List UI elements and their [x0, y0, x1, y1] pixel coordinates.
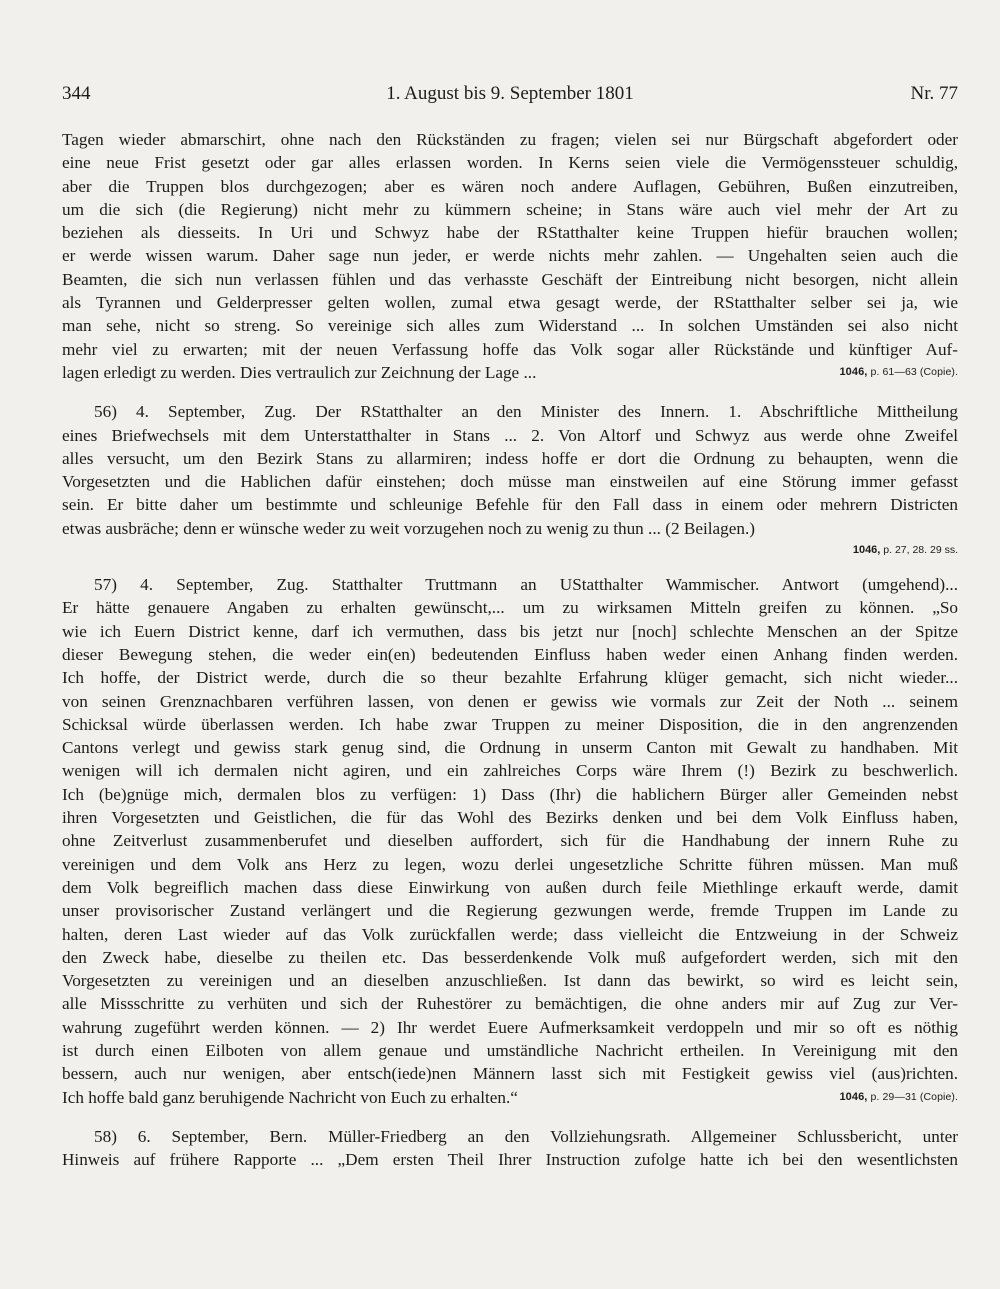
- text-line: von seinen Grenznachbaren verführen lassen, von denen er gewiss wie vormals zur Zeit der Noth ... seinem: [62, 691, 958, 711]
- reference-pages: p. 61—63 (Copie).: [870, 365, 958, 378]
- entry-heading-line: 56) 4. September, Zug. Der RStatthalter an den Minister des Innern. 1. Abschriftliche Mittheilung: [94, 402, 958, 422]
- document-number: Nr. 77: [910, 83, 958, 104]
- text-line: dem Volk begreiflich machen dass diese Einwirkung von außen durch feile Miethlinge erkauft werde, damit: [62, 877, 958, 897]
- text-line: Vorgesetzten und die Hablichen dafür einstehen; doch müsse man einstweilen auf eine Störung immer gefasst: [62, 472, 958, 492]
- reference-volume: 1046,: [839, 365, 868, 378]
- text-line: unser provisorischer Zustand verlängert und die Regierung gezwungen werde, fremde Truppen im Lande zu: [62, 901, 958, 921]
- text-line: um die sich (die Regierung) nicht mehr zu kümmern scheine; in Stans wäre auch viel mehr der Art zu: [62, 199, 958, 219]
- reference-volume: 1046,: [852, 544, 881, 557]
- entry-57: [62, 573, 958, 1109]
- text-line-with-reference: [62, 361, 958, 384]
- entry-heading-line: 58) 6. September, Bern. Müller-Friedberg an den Vollziehungsrath. Allgemeiner Schlussbericht, unter: [94, 1126, 958, 1146]
- reference-volume: 1046,: [839, 1090, 868, 1103]
- text-line: alle Missschritte zu verhüten und sich der Ruhestörer zu bemächtigen, die ohne anders mir auf Zug zur Ver-: [62, 994, 958, 1014]
- text-line: lagen erledigt zu werden. Dies vertraulich zur Zeichnung der Lage ...: [62, 362, 537, 382]
- entry-56: [62, 400, 958, 561]
- text-line: Tagen wieder abmarschirt, ohne nach den Rückständen zu fragen; vielen sei nur Bürgschaft abgefordert oder: [62, 130, 958, 149]
- text-line: wie ich Euern District kenne, darf ich vermuthen, dass bis jetzt nur [noch] schlechte Menschen an der Spitze: [62, 621, 958, 641]
- text-line: Vorgesetzten zu vereinigen und an dieselben anzuschließen. Ist dann das bewirkt, so wird es leicht sein,: [62, 971, 958, 991]
- archive-reference: [839, 361, 958, 384]
- paragraph-gap: [62, 384, 958, 400]
- text-line: etwas ausbräche; denn er wünsche weder zu weit vorzugehen noch zu wenig zu thun ... (2 Beilagen.): [62, 518, 755, 538]
- text-line: ihren Vorgesetzten und Geistlichen, die für das Wohl des Bezirks denken und bei dem Volk Einfluss haben,: [62, 808, 958, 828]
- text-line: dieser Bewegung stehen, die weder ein(en) bedeutenden Einfluss haben weder einen Anhang finden werden.: [62, 644, 958, 664]
- text-line: wahrung zugeführt werden können. — 2) Ihr werdet Euere Aufmerksamkeit verdoppeln und mir so oft es nöthig: [62, 1017, 958, 1037]
- text-line: man sehe, nicht so streng. So vereinige sich alles zum Widerstand ... In solchen Umständen sei also nicht: [62, 316, 958, 336]
- text-line: alles versucht, um den Bezirk Stans zu allarmiren; indess hoffe er dort die Ordnung zu behaupten, wenn die: [62, 448, 958, 468]
- text-line: wenigen will ich dermalen nicht agiren, und ein zahlreiches Corps wäre Ihrem (!) Bezirk zu beschwerlich.: [62, 761, 958, 781]
- text-line: ist durch einen Eilboten von allem genaue und umständliche Nachricht ertheilen. In Vereinigung mit den: [62, 1040, 958, 1060]
- reference-pages: p. 27, 28. 29 ss.: [883, 544, 958, 557]
- text-line: er werde wissen warum. Daher sage nun jeder, er werde nichts mehr zahlen. — Ungehalten seien auch die: [62, 246, 958, 266]
- page-number: 344: [62, 83, 91, 104]
- text-line: Schicksal würde überlassen werden. Ich habe zwar Truppen zu meiner Disposition, die in den angrenzenden: [62, 714, 958, 734]
- paragraph-gap: [62, 1109, 958, 1125]
- text-line: Ich (be)gnüge mich, dermalen blos zu verfügen: 1) Dass (Ihr) die hablichern Bürger aller Gemeinden nebst: [62, 784, 958, 804]
- text-line: ohne Zeitverlust zusammenberufet und dieselben auffordert, sich für die Handhabung der innern Ruhe zu: [62, 831, 958, 851]
- text-line-with-reference: [62, 1086, 958, 1109]
- text-line: halten, deren Last wieder auf das Volk zurückfallen werde; dass vielleicht die Entzweiung in der Schweiz: [62, 924, 958, 944]
- paragraph-continuation: [62, 128, 958, 384]
- text-line: beziehen als diesseits. In Uri und Schwyz habe der RStatthalter keine Truppen hiefür brauchen wollen;: [62, 223, 958, 243]
- text-line: sein. Er bitte daher um bestimmte und schleunige Befehle für den Fall dass in einem oder mehrern Districten: [62, 495, 958, 515]
- entry-heading-line: 57) 4. September, Zug. Statthalter Truttmann an UStatthalter Wammischer. Antwort (umgehend)...: [94, 575, 958, 595]
- paragraph-gap: [62, 561, 958, 573]
- text-line: Ich hoffe, der District werde, durch die so theur bezahlte Erfahrung klüger gemacht, sich nicht wieder...: [62, 668, 958, 688]
- text-line: als Tyrannen und Gelderpresser gelten wollen, zumal etwa gesagt werde, der RStatthalter selber sei ja, wie: [62, 293, 958, 313]
- text-line: Beamten, die sich nun verlassen fühlen und das verhasste Geschäft der Eintreibung nicht besorgen, nicht allein: [62, 269, 958, 289]
- text-line: Ich hoffe bald ganz beruhigende Nachricht von Euch zu erhalten.“: [62, 1087, 518, 1107]
- entry-58: [62, 1125, 958, 1172]
- text-line: den Zweck habe, dieselbe zu theilen etc. Das besserdenkende Volk muß aufgefordert werden, sich mit den: [62, 947, 958, 967]
- text-line: Er hätte genauere Angaben zu erhalten gewünscht,... um zu wirksamen Mitteln greifen zu können. „So: [62, 598, 958, 618]
- text-line: Hinweis auf frühere Rapporte ... „Dem ersten Theil Ihrer Instruction zufolge hatte ich bei den wesentlichsten: [62, 1150, 958, 1170]
- reference-pages: p. 29—31 (Copie).: [870, 1090, 958, 1103]
- text-line: vereinigen und dem Volk ans Herz zu legen, wozu derlei ungesetzliche Schritte führen müssen. Man muß: [62, 854, 958, 874]
- text-line: Cantons verlegt und gewiss stark genug sind, die Ordnung in unserm Canton mit Gewalt zu handhaben. Mit: [62, 738, 958, 758]
- page-body: [62, 128, 958, 1171]
- text-line: bessern, auch nur wenigen, aber entsch(iede)nen Männern lasst sich mit Festigkeit gewiss viel (aus)richten.: [62, 1064, 958, 1084]
- archive-reference: [839, 1086, 958, 1109]
- text-line: eine neue Frist gesetzt oder gar alles erlassen worden. In Kerns seien viele die Vermögenssteuer schuldig,: [62, 153, 958, 173]
- archive-reference: [62, 540, 958, 561]
- text-line: mehr viel zu erwarten; mit der neuen Verfassung hoffe das Volk sogar aller Rückstände und künftiger Auf-: [62, 339, 958, 359]
- text-line: aber die Truppen blos durchgezogen; aber es wären noch andere Auflagen, Gebühren, Bußen einzutreiben,: [62, 176, 958, 196]
- text-line: eines Briefwechsels mit dem Unterstatthalter in Stans ... 2. Von Altorf und Schwyz aus werde ohne Zweifel: [62, 425, 958, 445]
- running-title: 1. August bis 9. September 1801: [386, 83, 634, 104]
